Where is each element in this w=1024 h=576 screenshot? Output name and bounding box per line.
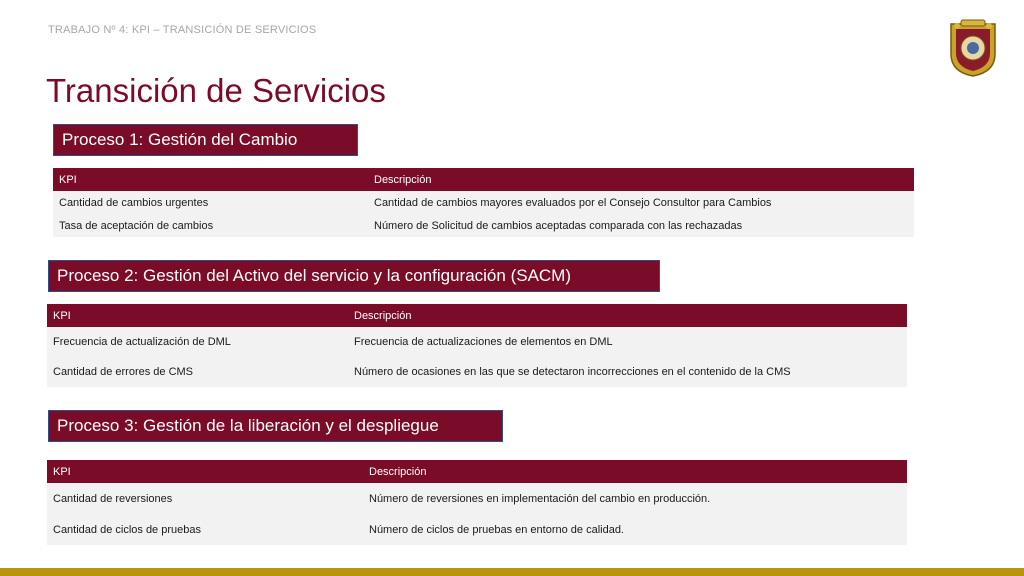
table-row: [47, 483, 907, 514]
column-header-descripcion: Descripción: [354, 309, 412, 322]
bottom-accent-bar: [0, 568, 1024, 576]
description-cell: Número de ocasiones en las que se detectaron incorrecciones en el contenido de la CMS: [354, 366, 791, 378]
description-cell: Número de ciclos de pruebas en entorno de calidad.: [369, 523, 624, 536]
table-header: [53, 168, 914, 191]
column-header-descripcion: Descripción: [374, 173, 432, 186]
description-cell: Cantidad de cambios mayores evaluados por el Consejo Consultor para Cambios: [374, 196, 772, 209]
column-header-kpi: KPI: [53, 465, 71, 478]
kpi-cell: Frecuencia de actualización de DML: [53, 336, 231, 348]
process-3-kpi-table: [47, 460, 907, 545]
table-row: [47, 514, 907, 545]
kpi-cell: Cantidad de ciclos de pruebas: [53, 523, 201, 536]
kpi-cell: Tasa de aceptación de cambios: [59, 219, 214, 232]
description-cell: Número de reversiones en implementación del cambio en producción.: [369, 492, 711, 505]
slide-subtitle: TRABAJO Nº 4: KPI – TRANSICIÓN DE SERVICIOS: [48, 24, 317, 36]
university-seal-icon: [947, 18, 999, 78]
description-cell: Frecuencia de actualizaciones de elementos en DML: [354, 336, 613, 348]
table-row: [53, 191, 914, 214]
column-header-descripcion: Descripción: [369, 465, 427, 478]
process-1-title: Proceso 1: Gestión del Cambio: [53, 124, 358, 156]
table-row: [47, 327, 907, 357]
kpi-cell: Cantidad de reversiones: [53, 492, 173, 505]
process-2-title: Proceso 2: Gestión del Activo del servicio y la configuración (SACM): [48, 260, 660, 292]
process-3-title: Proceso 3: Gestión de la liberación y el despliegue: [48, 410, 503, 442]
table-header: [47, 460, 907, 483]
table-row: [47, 357, 907, 387]
slide-title: Transición de Servicios: [46, 72, 386, 109]
process-1-kpi-table: [53, 168, 914, 237]
table-header: [47, 304, 907, 327]
table-row: [53, 214, 914, 237]
kpi-cell: Cantidad de errores de CMS: [53, 366, 194, 378]
column-header-kpi: KPI: [53, 309, 71, 322]
kpi-cell: Cantidad de cambios urgentes: [59, 196, 209, 209]
description-cell: Número de Solicitud de cambios aceptadas comparada con las rechazadas: [374, 219, 743, 232]
column-header-kpi: KPI: [59, 173, 77, 186]
process-2-kpi-table: [47, 304, 907, 387]
